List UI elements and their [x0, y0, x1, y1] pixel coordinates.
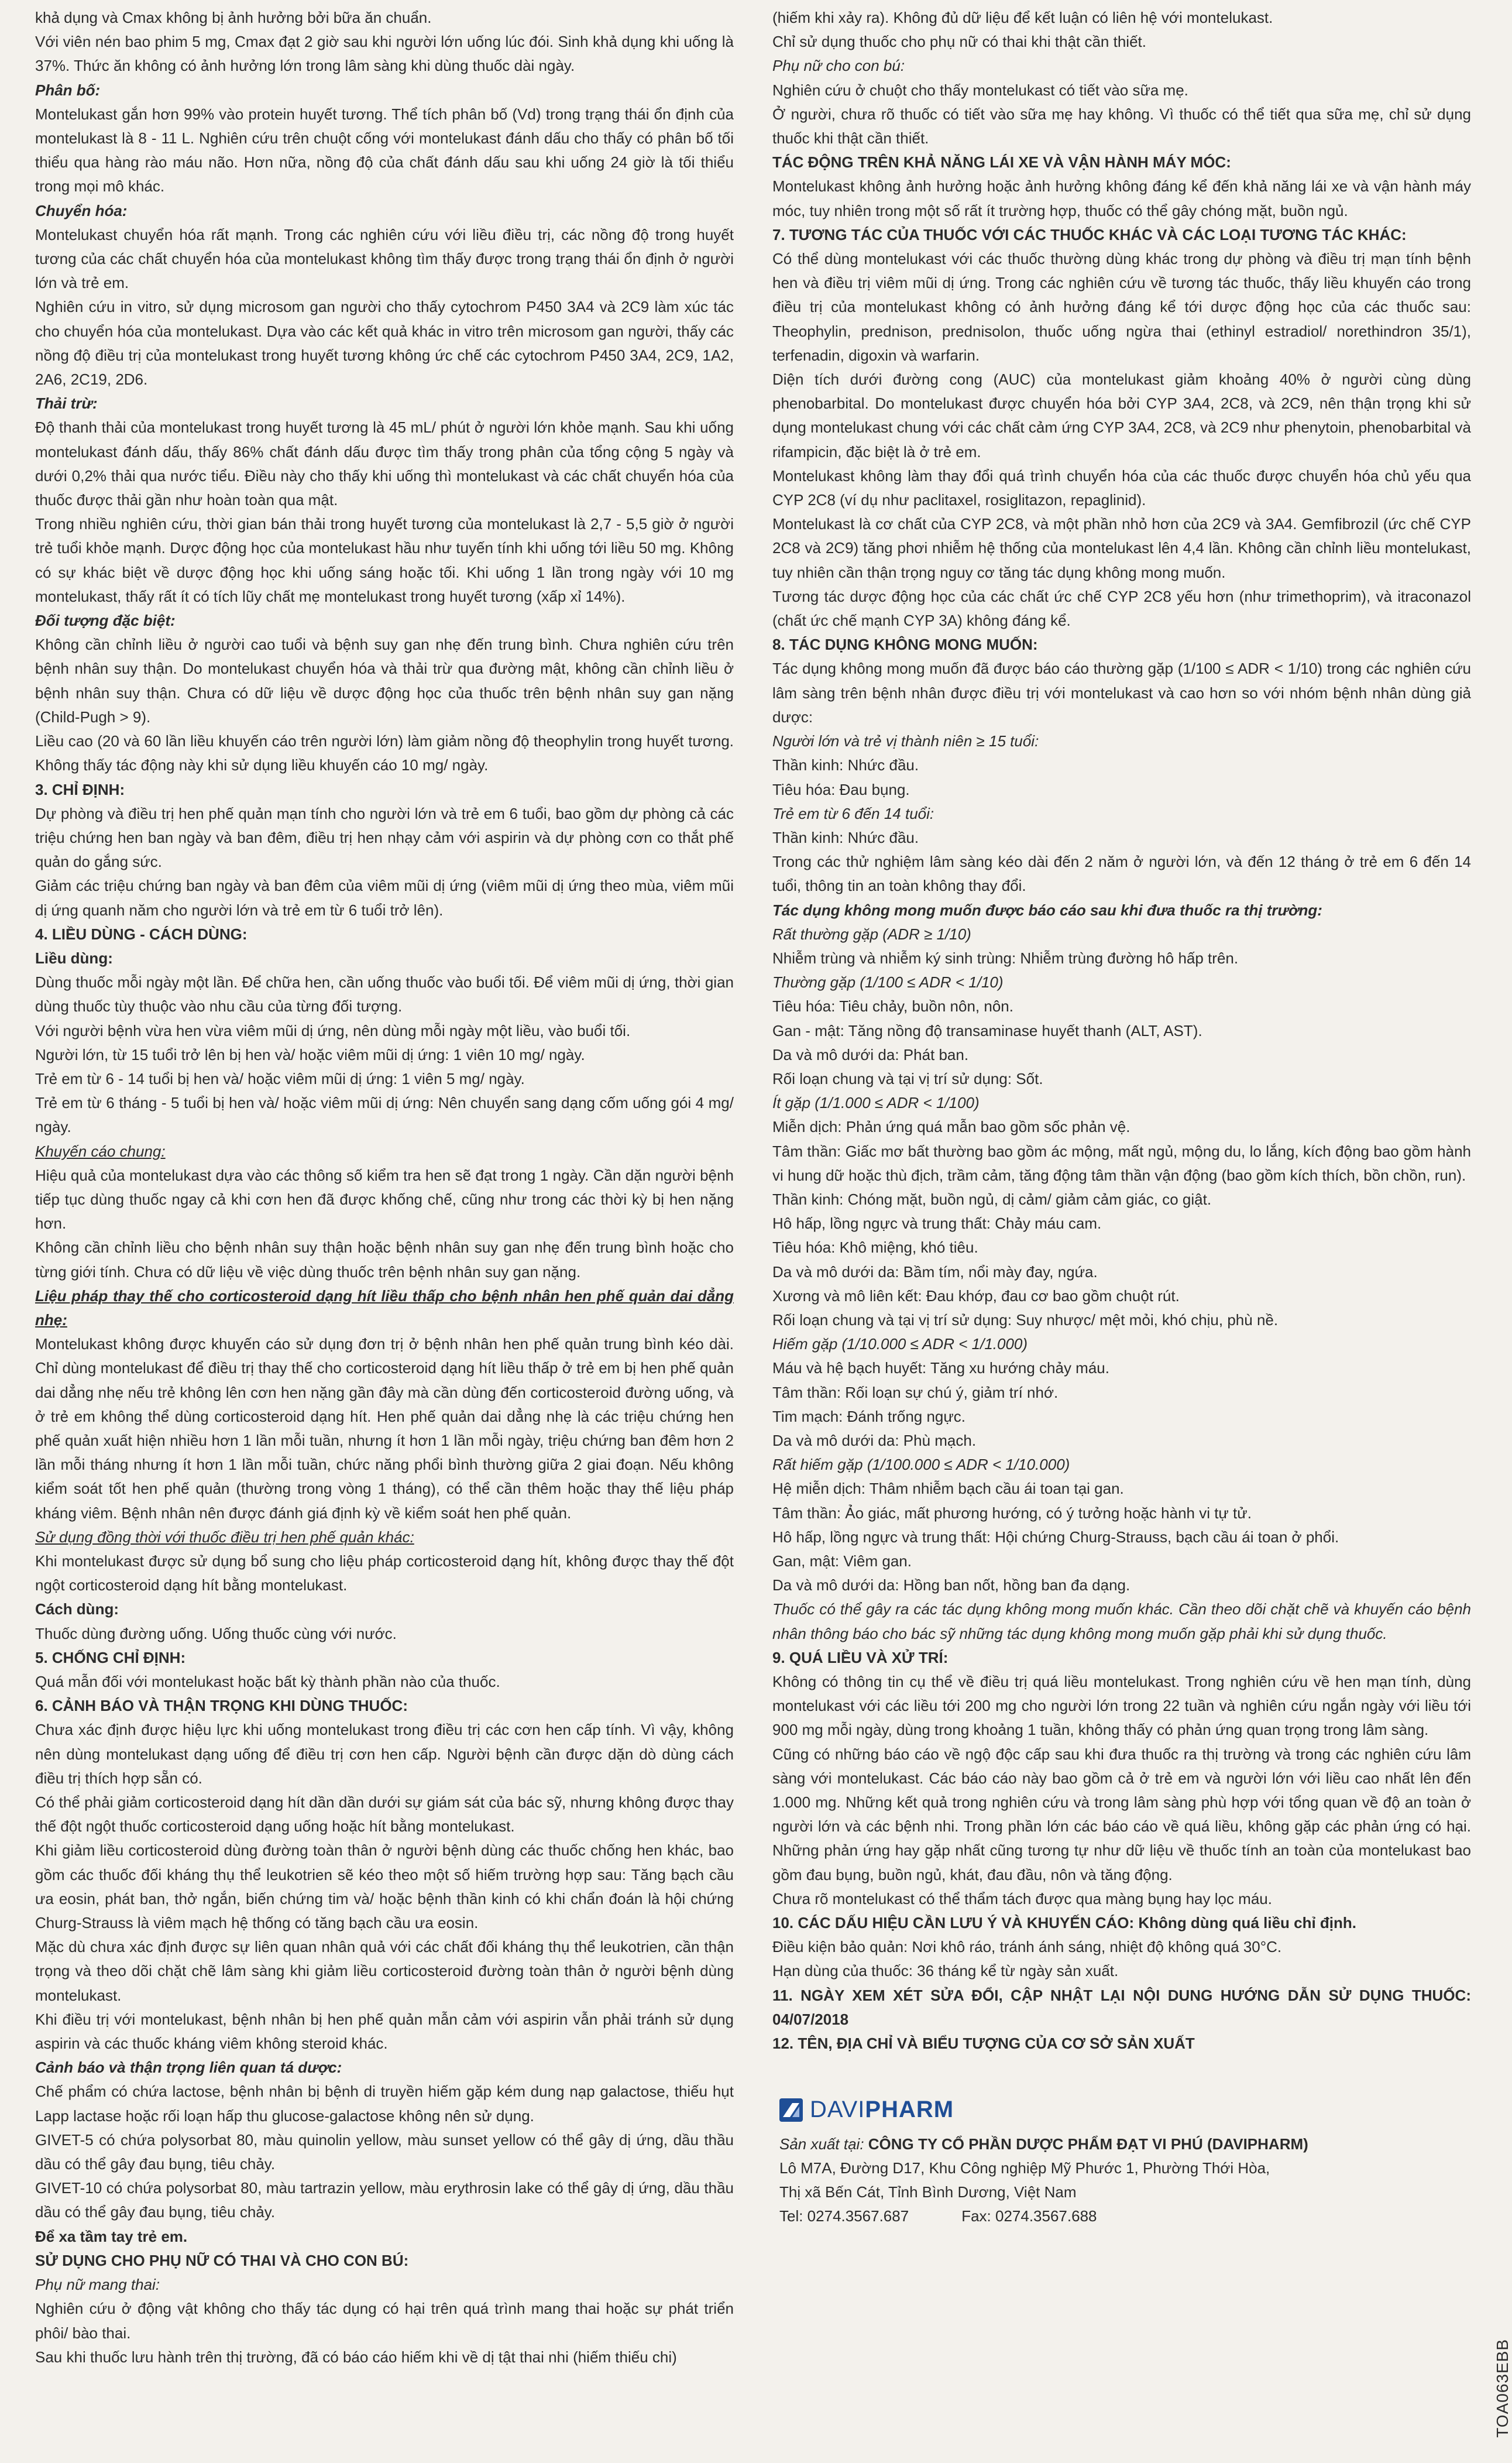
right-paragraph: Chỉ sử dụng thuốc cho phụ nữ có thai khi thật cần thiết. — [772, 33, 1146, 51]
logo-suffix: PHARM — [865, 2097, 954, 2123]
left-paragraph: Hiệu quả của montelukast dựa vào các thông số kiểm tra hen sẽ đạt trong 1 ngày. Cần dặn người bệnh tiếp tục dùng thuốc ngay cả khi cơn hen đã được khống chế, cũng như trong các thời kỳ bị hen nặng hơn. — [35, 1166, 734, 1233]
logo-prefix: DAVI — [810, 2097, 865, 2123]
left-paragraph: Sau khi thuốc lưu hành trên thị trường, đã có báo cáo hiếm khi về dị tật thai nhi (hiếm thiếu chi) — [35, 2348, 677, 2366]
right-paragraph: Tiêu hóa: Khô miệng, khó tiêu. — [772, 1239, 978, 1257]
left-paragraph: Trẻ em từ 6 - 14 tuổi bị hen và/ hoặc viêm mũi dị ứng: 1 viên 5 mg/ ngày. — [35, 1069, 525, 1088]
right-paragraph: Trẻ em từ 6 đến 14 tuổi: — [772, 804, 934, 822]
right-paragraph: Ít gặp (1/1.000 ≤ ADR < 1/100) — [772, 1094, 980, 1112]
left-paragraph: Với viên nén bao phim 5 mg, Cmax đạt 2 giờ sau khi người lớn uống lúc đói. Sinh khả dụng khi uống là 37%. Thức ăn không có ảnh hưởng lớn trong lâm sàng khi dùng thuốc dài ngày. — [35, 33, 734, 75]
left-paragraph: Có thể phải giảm corticosteroid dạng hít dần dần dưới sự giám sát của bác sỹ, nhưng không được thay thế đột ngột thuốc corticosteroid dạng uống hoặc hít bằng montelukast. — [35, 1793, 734, 1836]
left-paragraph: Trong nhiều nghiên cứu, thời gian bán thải trong huyết tương của montelukast là 2,7 - 5,5 giờ ở người trẻ tuổi khỏe mạnh. Dược động học của montelukast hầu như tuyến tính khi uống tới liều 50 mg. Không có sự khác biệt về dược động học khi uống sáng hoặc tối. Khi uống 1 lần trong ngày với 10 mg montelukast, thấy rất ít có tích lũy chất mẹ montelukast trong huyết tương (xấp xỉ 14%). — [35, 515, 734, 605]
right-paragraph: Tâm thần: Giấc mơ bất thường bao gồm ác mộng, mất ngủ, mộng du, lo lắng, kích động bao gồm hành vi hung dữ hoặc thù địch, trầm cảm, tăng động tâm thần vận động (bao gồm kích thích, bồn chồn, run). — [772, 1142, 1471, 1184]
right-paragraph: Hệ miễn dịch: Thâm nhiễm bạch cầu ái toan tại gan. — [772, 1480, 1124, 1498]
left-paragraph: Đối tượng đặc biệt: — [35, 612, 176, 630]
right-paragraph: Tiêu hóa: Đau bụng. — [772, 780, 910, 798]
left-paragraph: GIVET-5 có chứa polysorbat 80, màu quinolin yellow, màu sunset yellow có thể gây dị ứng, dầu thầu dầu có thể gây đau bụng, tiêu chảy. — [35, 2131, 734, 2173]
right-paragraph: Gan, mật: Viêm gan. — [772, 1552, 912, 1570]
right-section-heading: TÁC ĐỘNG TRÊN KHẢ NĂNG LÁI XE VÀ VẬN HÀNH MÁY MÓC: — [772, 153, 1231, 171]
left-paragraph: Liều cao (20 và 60 lần liều khuyến cáo trên người lớn) làm giảm nồng độ theophylin trong huyết tương. Không thấy tác động này khi sử dụng liều khuyến cáo 10 mg/ ngày. — [35, 732, 734, 774]
left-paragraph: Giảm các triệu chứng ban ngày và ban đêm của viêm mũi dị ứng (viêm mũi dị ứng theo mùa, viêm mũi dị ứng quanh năm cho người lớn và trẻ em từ 6 tuổi trở lên). — [35, 877, 734, 919]
right-paragraph: Da và mô dưới da: Hồng ban nốt, hồng ban đa dạng. — [772, 1576, 1130, 1594]
left-paragraph: Với người bệnh vừa hen vừa viêm mũi dị ứng, nên dùng mỗi ngày một liều, vào buổi tối. — [35, 1021, 631, 1040]
left-paragraph: Chuyển hóa: — [35, 201, 128, 219]
right-paragraph: Điều kiện bảo quản: Nơi khô ráo, tránh ánh sáng, nhiệt độ không quá 30°C. — [772, 1938, 1282, 1956]
right-paragraph: Phụ nữ cho con bú: — [772, 57, 905, 75]
left-paragraph: Liệu pháp thay thế cho corticosteroid dạng hít liều thấp cho bệnh nhân hen phế quản dai dẳng nhẹ: — [35, 1287, 734, 1329]
right-paragraph: Tim mạch: Đánh trống ngực. — [772, 1407, 966, 1425]
right-section-heading: 7. TƯƠNG TÁC CỦA THUỐC VỚI CÁC THUỐC KHÁC VÀ CÁC LOẠI TƯƠNG TÁC KHÁC: — [772, 225, 1407, 243]
right-paragraph: Xương và mô liên kết: Đau khớp, đau cơ bao gồm chuột rút. — [772, 1287, 1180, 1305]
manufacturer-contact — [779, 2204, 1471, 2228]
left-paragraph: Khi montelukast được sử dụng bổ sung cho liệu pháp corticosteroid dạng hít, không được thay thế đột ngột corticosteroid dạng hít bằng montelukast. — [35, 1552, 734, 1594]
right-section-heading: 9. QUÁ LIỀU VÀ XỬ TRÍ: — [772, 1648, 949, 1666]
right-paragraph: Montelukast không ảnh hưởng hoặc ảnh hưởng không đáng kể đến khả năng lái xe và vận hành máy móc, tuy nhiên trong một số rất ít trường hợp, thuốc có thể gây chóng mặt, buồn ngủ. — [772, 177, 1471, 219]
left-section-heading: 4. LIỀU DÙNG - CÁCH DÙNG: — [35, 925, 248, 943]
right-paragraph: Tác dụng không mong muốn được báo cáo sau khi đưa thuốc ra thị trường: — [772, 901, 1322, 919]
right-section-heading: 12. TÊN, ĐỊA CHỈ VÀ BIỂU TƯỢNG CỦA CƠ SỞ SẢN XUẤT — [772, 2035, 1195, 2053]
right-paragraph: Có thể dùng montelukast với các thuốc thường dùng khác trong dự phòng và điều trị mạn tính bệnh hen và điều trị viêm mũi dị ứng. Trong các nghiên cứu về tương tác thuốc, thấy liều khuyến cáo trong điều trị của montelukast không có ảnh hưởng đáng kể tới dược động học của các thuốc sau: Theophylin, prednison, prednisolon, thuốc uống ngừa thai (ethinyl estradiol/ norethindron 35/1), terfenadin, digoxin và warfarin. — [772, 250, 1471, 364]
left-paragraph: Chế phẩm có chứa lactose, bệnh nhân bị bệnh di truyền hiếm gặp kém dung nạp galactose, thiếu hụt Lapp lactase hoặc rối loạn hấp thu glucose-galactose không nên sử dụng. — [35, 2083, 734, 2125]
right-paragraph: Diện tích dưới đường cong (AUC) của montelukast giảm khoảng 40% ở người cùng dùng phenobarbital. Do montelukast được chuyển hóa bởi CYP 3A4, 2C8, và 2C9, nên thận trọng khi sử dụng montelukast chung với các chất cảm ứng CYP 3A4, 2C8, và 2C9 như phenytoin, phenobarbital và rifampicin, đặc biệt là ở trẻ em. — [772, 371, 1471, 461]
right-paragraph: (hiếm khi xảy ra). Không đủ dữ liệu để kết luận có liên hệ với montelukast. — [772, 9, 1273, 26]
manufacturer-line — [779, 2132, 1471, 2156]
manufacturer-name: CÔNG TY CỔ PHẦN DƯỢC PHẨM ĐẠT VI PHÚ (DAVIPHARM) — [868, 2135, 1308, 2153]
right-paragraph: Chưa rõ montelukast có thể thẩm tách được qua màng bụng hay lọc máu. — [772, 1889, 1272, 1908]
right-paragraph: Ở người, chưa rõ thuốc có tiết vào sữa mẹ hay không. Vì thuốc có thể tiết qua sữa mẹ, chỉ sử dụng thuốc khi thật cần thiết. — [772, 105, 1471, 147]
right-paragraph: Thần kinh: Nhức đầu. — [772, 756, 919, 774]
right-paragraph: Miễn dịch: Phản ứng quá mẫn bao gồm sốc phản vệ. — [772, 1118, 1130, 1136]
manufacturer-tel: Tel: 0274.3567.687 — [779, 2207, 909, 2225]
left-paragraph: Sử dụng đồng thời với thuốc điều trị hen phế quản khác: — [35, 1528, 414, 1546]
right-paragraph: Thường gặp (1/100 ≤ ADR < 1/10) — [772, 973, 1004, 992]
left-paragraph: Mặc dù chưa xác định được sự liên quan nhân quả với các chất đối kháng thụ thể leukotrien, cần thận trọng và theo dõi chặt chẽ lâm sàng khi giảm liều corticosteroid đường toàn thân ở người bệnh dùng montelukast. — [35, 1938, 734, 2004]
manufacturer-block — [772, 2132, 1471, 2228]
right-paragraph: Rối loạn chung và tại vị trí sử dụng: Sốt. — [772, 1069, 1043, 1088]
left-section-heading: 5. CHỐNG CHỈ ĐỊNH: — [35, 1648, 186, 1666]
right-paragraph: Thần kinh: Chóng mặt, buồn ngủ, dị cảm/ giảm cảm giác, co giật. — [772, 1190, 1212, 1208]
right-paragraph: Người lớn và trẻ vị thành niên ≥ 15 tuổi: — [772, 732, 1039, 750]
left-paragraph: Dự phòng và điều trị hen phế quản mạn tính cho người lớn và trẻ em 6 tuổi, bao gồm dự phòng cả các triệu chứng hen ban ngày và ban đêm, điều trị hen nhạy cảm với aspirin và dự phòng cơn co thắt phế quản do gắng sức. — [35, 804, 734, 871]
left-paragraph: Phân bố: — [35, 81, 101, 99]
right-paragraph: Montelukast là cơ chất của CYP 2C8, và một phần nhỏ hơn của 2C9 và 3A4. Gemfibrozil (ức chế CYP 2C8 và 2C9) tăng phơi nhiễm hệ thống của montelukast lên 4,4 lần. Không cần chỉnh liều montelukast, tuy nhiên cần thận trọng nguy cơ tăng tác dụng không mong muốn. — [772, 515, 1471, 581]
left-column — [35, 6, 734, 2458]
left-section-heading: Liều dùng: — [35, 949, 113, 967]
right-paragraph: Rất thường gặp (ADR ≥ 1/10) — [772, 925, 971, 943]
left-paragraph: Montelukast không được khuyến cáo sử dụng đơn trị ở bệnh nhân hen phế quản trung bình kéo dài. Chỉ dùng montelukast để điều trị thay thế cho corticosteroid dạng hít liều thấp ở trẻ em bị hen phế quản dai dẳng nhẹ nếu trẻ không lên cơn hen nặng gần đây mà cần dùng đến corticosteroid đường uống, và ở trẻ em không thể dùng corticosteroid dạng hít. Hen phế quản dai dẳng nhẹ là các triệu chứng hen phế quản xuất hiện nhiều hơn 1 lần mỗi tuần, nhưng ít hơn 1 lần mỗi ngày, triệu chứng ban đêm hơn 2 lần mỗi tháng nhưng ít hơn 1 lần mỗi tuần, chức năng phổi bình thường giữa 2 giai đoạn. Nếu không kiểm soát tốt hen phế quản (thường trong vòng 1 tháng), có thể cần thêm hoặc thay thế liệu pháp kháng viêm. Bệnh nhân nên được đánh giá định kỳ về kiểm soát hen phế quản. — [35, 1335, 734, 1522]
left-paragraph: Khuyến cáo chung: — [35, 1142, 166, 1160]
left-paragraph: Montelukast chuyển hóa rất mạnh. Trong các nghiên cứu với liều điều trị, các nồng độ trong huyết tương của các chất chuyển hóa của montelukast không tìm thấy được trong trạng thái ổn định ở người lớn và trẻ em. — [35, 225, 734, 292]
left-paragraph: GIVET-10 có chứa polysorbat 80, màu tartrazin yellow, màu erythrosin lake có thể gây dị ứng, dầu thầu dầu có thể gây đau bụng, tiêu chảy. — [35, 2179, 734, 2221]
right-column-text — [772, 6, 1471, 2056]
left-section-heading: Cách dùng: — [35, 1600, 119, 1618]
left-paragraph: Độ thanh thải của montelukast trong huyết tương là 45 mL/ phút ở người lớn khỏe mạnh. Sau khi uống montelukast đánh dấu, thấy 86% chất đánh dấu được tìm thấy trong phân của tổng cộng 5 ngày và dưới 0,2% thải qua nước tiểu. Điều này cho thấy khi uống thì montelukast và các chất chuyển hóa của thuốc được thải gần như hoàn toàn qua mật. — [35, 418, 734, 509]
right-paragraph: Montelukast không làm thay đổi quá trình chuyển hóa của các thuốc được chuyển hóa chủ yếu qua CYP 2C8 (ví dụ như paclitaxel, rosiglitazon, repaglinid). — [772, 466, 1471, 509]
right-paragraph: Cũng có những báo cáo về ngộ độc cấp sau khi đưa thuốc ra thị trường và trong các nghiên cứu lâm sàng với montelukast. Các báo cáo này bao gồm cả ở trẻ em và người lớn với liều cao nhất lên đến 1.000 mg. Những kết quả trong nghiên cứu và trong lâm sàng phù hợp với tổng quan về độ an toàn ở người lớn và các bệnh nhi. Trong phần lớn các báo cáo về quá liều, không gặp các phản ứng có hại. Những phản ứng hay gặp nhất cũng tương tự như dữ liệu về thuốc tính an toàn của montelukast bao gồm đau bụng, buồn ngủ, khát, đau đầu, nôn và tăng động. — [772, 1745, 1471, 1884]
left-paragraph: khả dụng và Cmax không bị ảnh hưởng bởi bữa ăn chuẩn. — [35, 9, 432, 26]
left-paragraph: Không cần chỉnh liều ở người cao tuổi và bệnh suy gan nhẹ đến trung bình. Chưa nghiên cứu trên bệnh nhân suy thận. Do montelukast chuyển hóa và thải trừ qua đường mật, không cần chỉnh liều ở bệnh nhân suy thận. Chưa có dữ liệu về dược động học của thuốc trên bệnh nhân suy gan nặng (Child-Pugh > 9). — [35, 636, 734, 726]
manufacturer-address-2: Thị xã Bến Cát, Tỉnh Bình Dương, Việt Nam — [779, 2183, 1077, 2201]
right-section-heading: 8. TÁC DỤNG KHÔNG MONG MUỐN: — [772, 636, 1038, 654]
manufacturer-address-1: Lô M7A, Đường D17, Khu Công nghiệp Mỹ Phước 1, Phường Thới Hòa, — [779, 2159, 1270, 2177]
left-paragraph: Cảnh báo và thận trọng liên quan tá dược: — [35, 2059, 342, 2077]
right-section-heading: 10. CÁC DẤU HIỆU CẦN LƯU Ý VÀ KHUYẾN CÁO: Không dùng quá liều chỉ định. — [772, 1914, 1357, 1932]
left-paragraph: Nghiên cứu ở động vật không cho thấy tác dụng có hại trên quá trình mang thai hoặc sự phát triển phôi/ bào thai. — [35, 2300, 734, 2342]
davipharm-logo — [779, 2097, 1471, 2123]
right-paragraph: Tác dụng không mong muốn đã được báo cáo thường gặp (1/100 ≤ ADR < 1/10) trong các nghiên cứu lâm sàng trên bệnh nhân được điều trị với montelukast và cao hơn so với nhóm bệnh nhân dùng giả dược: — [772, 660, 1471, 726]
left-section-heading: 3. CHỈ ĐỊNH: — [35, 780, 125, 798]
left-paragraph: Khi điều trị với montelukast, bệnh nhân bị hen phế quản mẫn cảm với aspirin vẫn phải tránh sử dụng aspirin và các thuốc kháng viêm không steroid khác. — [35, 2010, 734, 2053]
right-paragraph: Tâm thần: Ảo giác, mất phương hướng, có ý tưởng hoặc hành vi tự tử. — [772, 1504, 1252, 1522]
left-paragraph: Không cần chỉnh liều cho bệnh nhân suy thận hoặc bệnh nhân suy gan nhẹ đến trung bình hoặc cho từng giới tính. Chưa có dữ liệu về việc dùng thuốc trên bệnh nhân suy gan nặng. — [35, 1239, 734, 1281]
left-section-heading: Để xa tầm tay trẻ em. — [35, 2227, 188, 2245]
right-paragraph: Máu và hệ bạch huyết: Tăng xu hướng chảy máu. — [772, 1359, 1109, 1377]
right-paragraph: Tương tác dược động học của các chất ức chế CYP 2C8 yếu hơn (như trimethoprim), và itraconazol (chất ức chế mạnh CYP 3A) không đáng kể. — [772, 587, 1471, 630]
left-paragraph: Quá mẫn đối với montelukast hoặc bất kỳ thành phần nào của thuốc. — [35, 1673, 500, 1691]
left-paragraph: Thải trừ: — [35, 395, 98, 413]
manufacturer-fax: Fax: 0274.3567.688 — [961, 2207, 1097, 2225]
manufacturer-label: Sản xuất tại: — [779, 2135, 868, 2153]
left-paragraph: Người lớn, từ 15 tuổi trở lên bị hen và/ hoặc viêm mũi dị ứng: 1 viên 10 mg/ ngày. — [35, 1045, 585, 1064]
left-section-heading: SỬ DỤNG CHO PHỤ NỮ CÓ THAI VÀ CHO CON BÚ: — [35, 2251, 409, 2269]
left-paragraph: Thuốc dùng đường uống. Uống thuốc cùng với nước. — [35, 1624, 397, 1642]
right-paragraph: Nhiễm trùng và nhiễm ký sinh trùng: Nhiễm trùng đường hô hấp trên. — [772, 949, 1239, 967]
left-paragraph: Dùng thuốc mỗi ngày một lần. Để chữa hen, cần uống thuốc vào buổi tối. Để viêm mũi dị ứng, thời gian dùng thuốc tùy thuộc vào nhu cầu của từng đối tượng. — [35, 973, 734, 1016]
document-code: TOA063EBB — [1493, 2339, 1511, 2438]
right-paragraph: Hô hấp, lồng ngực và trung thất: Hội chứng Churg-Strauss, bạch cầu ái toan ở phổi. — [772, 1528, 1339, 1546]
right-paragraph: Trong các thử nghiệm lâm sàng kéo dài đến 2 năm ở người lớn, và đến 12 tháng ở trẻ em 6 đến 14 tuổi, thông tin an toàn không thay đổi. — [772, 853, 1471, 895]
right-paragraph: Tâm thần: Rối loạn sự chú ý, giảm trí nhớ. — [772, 1383, 1059, 1401]
right-paragraph: Hạn dùng của thuốc: 36 tháng kể từ ngày sản xuất. — [772, 1962, 1119, 1980]
left-paragraph: Khi giảm liều corticosteroid dùng đường toàn thân ở người bệnh dùng các thuốc chống hen khác, bao gồm các thuốc đối kháng thụ thể leukotrien sẽ kéo theo một số hiếm trường hợp sau: Tăng bạch cầu ưa eosin, phát ban, thở ngắn, biến chứng tim và/ hoặc bệnh thần kinh có khi chẩn đoán là hội chứng Churg-Strauss là viêm mạch hệ thống có tăng bạch cầu ưa eosin. — [35, 1841, 734, 1932]
left-paragraph: Phụ nữ mang thai: — [35, 2276, 160, 2294]
right-paragraph: Không có thông tin cụ thể về điều trị quá liều montelukast. Trong nghiên cứu về hen mạn tính, dùng montelukast với các liều tới 200 mg cho người lớn trong 22 tuần và nghiên cứu ngắn ngày với liều tới 900 mg mỗi ngày, dùng trong khoảng 1 tuần, không thấy có phản ứng quan trọng trong lâm sàng. — [772, 1673, 1471, 1739]
logo-wordmark — [810, 2097, 954, 2123]
right-paragraph: Thần kinh: Nhức đầu. — [772, 828, 919, 846]
left-section-heading: 6. CẢNH BÁO VÀ THẬN TRỌNG KHI DÙNG THUỐC: — [35, 1697, 408, 1715]
right-paragraph: Nghiên cứu ở chuột cho thấy montelukast có tiết vào sữa mẹ. — [772, 81, 1188, 99]
left-paragraph: Nghiên cứu in vitro, sử dụng microsom gan người cho thấy cytochrom P450 3A4 và 2C9 làm xúc tác cho chuyển hóa của montelukast. Dựa vào các kết quả khác in vitro trên microsom gan người, thấy các nồng độ điều trị của montelukast trong huyết tương không ức chế các cytochrom P450 3A4, 2C9, 1A2, 2A6, 2C19, 2D6. — [35, 298, 734, 389]
right-paragraph: Da và mô dưới da: Bầm tím, nổi mày đay, ngứa. — [772, 1263, 1098, 1281]
right-paragraph: Hiếm gặp (1/10.000 ≤ ADR < 1/1.000) — [772, 1335, 1028, 1353]
left-paragraph: Trẻ em từ 6 tháng - 5 tuổi bị hen và/ hoặc viêm mũi dị ứng: Nên chuyển sang dạng cốm uống gói 4 mg/ ngày. — [35, 1094, 734, 1136]
right-column — [772, 6, 1471, 2458]
right-paragraph: Hô hấp, lồng ngực và trung thất: Chảy máu cam. — [772, 1215, 1102, 1233]
right-paragraph: Rối loạn chung và tại vị trí sử dụng: Suy nhược/ mệt mỏi, khó chịu, phù nề. — [772, 1311, 1279, 1329]
right-paragraph: Gan - mật: Tăng nồng độ transaminase huyết thanh (ALT, AST). — [772, 1021, 1202, 1040]
right-paragraph: Da và mô dưới da: Phát ban. — [772, 1045, 969, 1064]
left-paragraph: Chưa xác định được hiệu lực khi uống montelukast trong điều trị các cơn hen cấp tính. Vì vậy, không nên dùng montelukast dạng uống để điều trị cơn hen cấp. Người bệnh cần được dặn dò dùng cách điều trị thích hợp sẵn có. — [35, 1721, 734, 1787]
right-paragraph: Tiêu hóa: Tiêu chảy, buồn nôn, nôn. — [772, 997, 1013, 1016]
right-paragraph: Rất hiếm gặp (1/100.000 ≤ ADR < 1/10.000) — [772, 1456, 1070, 1474]
left-paragraph: Montelukast gắn hơn 99% vào protein huyết tương. Thể tích phân bố (Vd) trong trạng thái ổn định của montelukast là 8 - 11 L. Nghiên cứu trên chuột cống với montelukast đánh dấu cho thấy có phân bố tối thiểu qua hàng rào máu não. Hơn nữa, nồng độ của chất đánh dấu sau khi uống 24 giờ là tối thiểu trong mọi mô khác. — [35, 105, 734, 195]
right-section-heading: 11. NGÀY XEM XÉT SỬA ĐỔI, CẬP NHẬT LẠI NỘI DUNG HƯỚNG DẪN SỬ DỤNG THUỐC: 04/07/2018 — [772, 1986, 1471, 2028]
right-paragraph: Da và mô dưới da: Phù mạch. — [772, 1431, 977, 1449]
davipharm-logo-icon — [779, 2098, 803, 2122]
right-paragraph: Thuốc có thể gây ra các tác dụng không mong muốn khác. Cần theo dõi chặt chẽ và khuyến cáo bệnh nhân thông báo cho bác sỹ những tác dụng không mong muốn gặp phải khi sử dụng thuốc. — [772, 1600, 1471, 1642]
